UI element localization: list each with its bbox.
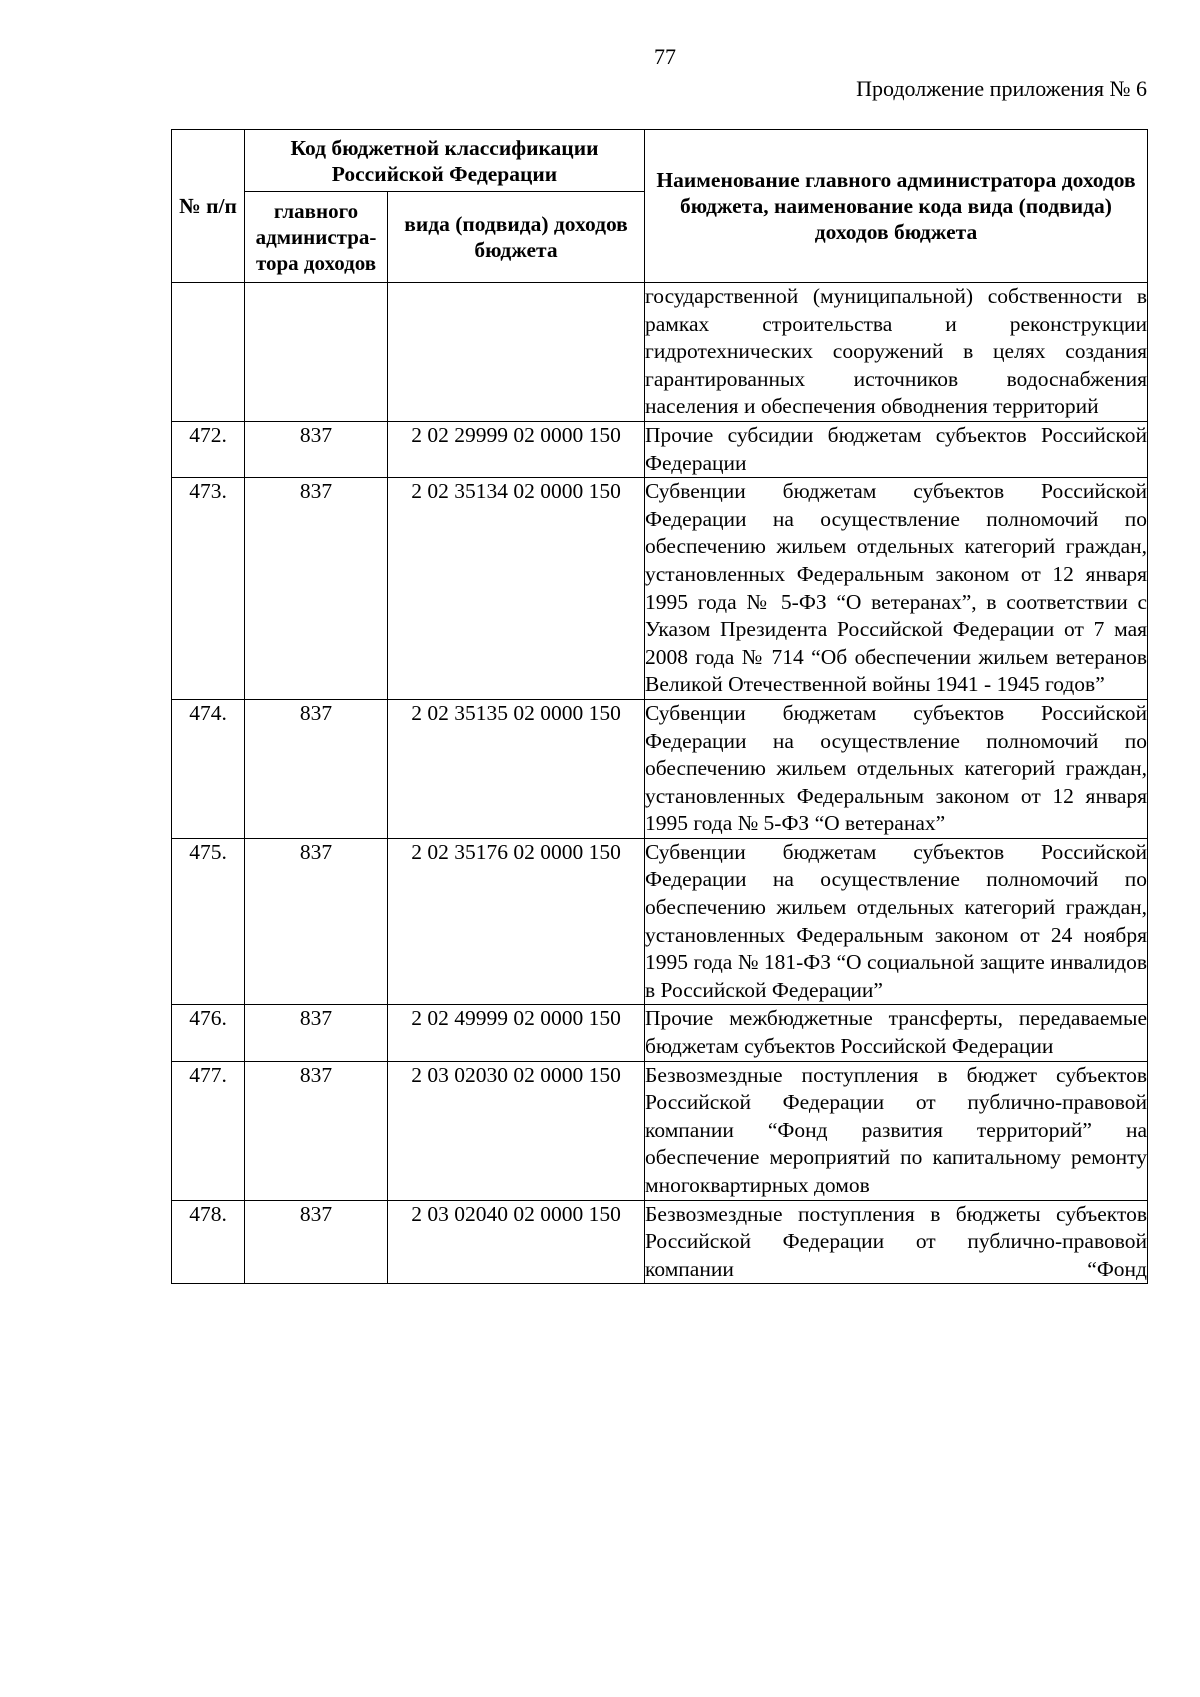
- revenue-name-cell: Субвенции бюджетам субъектов Российской Федерации на осуществление полномочий по обеспечению жильем отдельных категорий граждан, установленных Федеральным законом от 12 января 1995 года № 5-ФЗ “О ветеранах”, в соответствии с Указом Президента Российской Федерации от 7 мая 2008 года № 714 “Об обеспечении жильем ветеранов Великой Отечественной войны 1941 - 1945 годов”: [645, 478, 1148, 700]
- budget-classification-table: [171, 129, 1148, 1284]
- row-number-cell: 472.: [172, 421, 245, 477]
- revenue-code-cell: 2 02 49999 02 0000 150: [388, 1005, 645, 1061]
- administrator-code-cell: 837: [245, 1061, 388, 1200]
- header-administrator-name: Наименование главного администратора доходов бюджета, наименование кода вида (подвида) доходов бюджета: [645, 130, 1148, 283]
- revenue-code-cell: 2 02 29999 02 0000 150: [388, 421, 645, 477]
- revenue-name-cell: Прочие межбюджетные трансферты, передаваемые бюджетам субъектов Российской Федерации: [645, 1005, 1148, 1061]
- table-row: [172, 1061, 1148, 1200]
- header-budget-classification-code: Код бюджетной классификации Российской Федерации: [245, 130, 645, 192]
- revenue-code-cell: 2 02 35134 02 0000 150: [388, 478, 645, 700]
- table-body: [172, 283, 1148, 1284]
- row-number-cell: 473.: [172, 478, 245, 700]
- header-row-number: № п/п: [172, 130, 245, 283]
- row-number-cell: [172, 283, 245, 422]
- table-row: [172, 838, 1148, 1005]
- table-row: [172, 478, 1148, 700]
- table-row: [172, 283, 1148, 422]
- row-number-cell: 477.: [172, 1061, 245, 1200]
- header-main-administrator: главного администра-тора доходов: [245, 192, 388, 283]
- header-revenue-type: вида (подвида) доходов бюджета: [388, 192, 645, 283]
- revenue-name-cell: Субвенции бюджетам субъектов Российской Федерации на осуществление полномочий по обеспечению жильем отдельных категорий граждан, установленных Федеральным законом от 24 ноября 1995 года № 181-ФЗ “О социальной защите инвалидов в Российской Федерации”: [645, 838, 1148, 1005]
- appendix-continuation-label: Продолжение приложения № 6: [856, 76, 1147, 101]
- table-row: [172, 699, 1148, 838]
- administrator-code-cell: 837: [245, 1005, 388, 1061]
- revenue-name-cell: Безвозмездные поступления в бюджет субъектов Российской Федерации от публично-правовой компании “Фонд развития территорий” на обеспечение мероприятий по капитальному ремонту многоквартирных домов: [645, 1061, 1148, 1200]
- revenue-code-cell: 2 03 02030 02 0000 150: [388, 1061, 645, 1200]
- administrator-code-cell: 837: [245, 699, 388, 838]
- administrator-code-cell: 837: [245, 1200, 388, 1284]
- revenue-code-cell: 2 02 35135 02 0000 150: [388, 699, 645, 838]
- page-number: 77: [654, 44, 676, 69]
- revenue-name-cell: Безвозмездные поступления в бюджеты субъектов Российской Федерации от публично-правовой компании “Фонд: [645, 1200, 1148, 1284]
- administrator-code-cell: 837: [245, 478, 388, 700]
- revenue-name-cell: Прочие субсидии бюджетам субъектов Российской Федерации: [645, 421, 1148, 477]
- administrator-code-cell: 837: [245, 838, 388, 1005]
- table-row: [172, 1005, 1148, 1061]
- table-row: [172, 1200, 1148, 1284]
- row-number-cell: 474.: [172, 699, 245, 838]
- row-number-cell: 476.: [172, 1005, 245, 1061]
- row-number-cell: 478.: [172, 1200, 245, 1284]
- revenue-name-cell: государственной (муниципальной) собственности в рамках строительства и реконструкции гидротехнических сооружений в целях создания гарантированных источников водоснабжения населения и обеспечения обводнения территорий: [645, 283, 1148, 422]
- row-number-cell: 475.: [172, 838, 245, 1005]
- revenue-name-cell: Субвенции бюджетам субъектов Российской Федерации на осуществление полномочий по обеспечению жильем отдельных категорий граждан, установленных Федеральным законом от 12 января 1995 года № 5-ФЗ “О ветеранах”: [645, 699, 1148, 838]
- revenue-code-cell: 2 02 35176 02 0000 150: [388, 838, 645, 1005]
- administrator-code-cell: [245, 283, 388, 422]
- revenue-code-cell: 2 03 02040 02 0000 150: [388, 1200, 645, 1284]
- revenue-code-cell: [388, 283, 645, 422]
- administrator-code-cell: 837: [245, 421, 388, 477]
- table-row: [172, 421, 1148, 477]
